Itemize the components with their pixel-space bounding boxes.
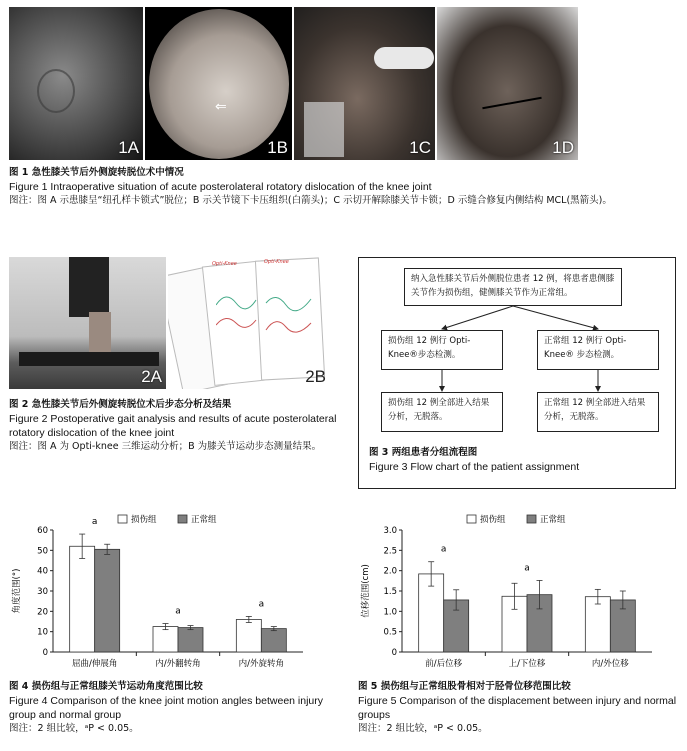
figure4-caption-en: Figure 4 Comparison of the knee joint motion angles between injury group and normal group <box>9 695 324 721</box>
figure5-caption <box>358 680 678 736</box>
figure1-caption-zh: 图 1 急性膝关节后外侧旋转脱位术中情况 <box>9 167 184 178</box>
bar-0-0 <box>70 546 95 652</box>
figure2-note: 图注：图 A 为 Opti-knee 三维运动分析；B 为膝关节运动步态测量结果。 <box>9 441 322 452</box>
black-arrow-icon <box>482 97 541 109</box>
figure2-panel-a-photo <box>9 257 166 389</box>
white-arrow-icon: ⇐ <box>215 99 227 115</box>
y-tick-label: 2.5 <box>383 546 397 557</box>
flow-box-right1: 正常组 12 例行 Opti-Knee® 步态检测。 <box>537 330 659 370</box>
y-tick-label: 20 <box>37 607 48 618</box>
figure3-caption-zh: 图 3 两组患者分组流程图 <box>369 447 478 458</box>
figure2-caption-en: Figure 2 Postoperative gait analysis and results of acute posterolateral rotatory dislocation of the knee joint <box>9 413 337 439</box>
x-tick-label: 内/外位移 <box>591 659 629 669</box>
figure3-caption-en: Figure 3 Flow chart of the patient assignment <box>369 461 580 473</box>
figure1-panel-d-label: 1D <box>552 138 574 157</box>
figure1-caption-en: Figure 1 Intraoperative situation of acute posterolateral rotatory dislocation of the knee joint <box>9 181 432 193</box>
significance-mark: a <box>524 563 530 574</box>
figure5-caption-zh: 图 5 损伤组与正常组股骨相对于胫骨位移范围比较 <box>358 681 571 692</box>
figure5-chart <box>358 508 678 676</box>
figure5-caption-en: Figure 5 Comparison of the displacement between injury and normal groups <box>358 695 677 721</box>
x-tick-label: 内/外翻转角 <box>155 659 201 669</box>
figure1-panel-a-label: 1A <box>118 138 139 157</box>
significance-mark: a <box>440 544 447 555</box>
flow-box-top: 纳入急性膝关节后外侧脱位患者 12 例，将患者患侧膝关节作为损伤组，健侧膝关节作为正常组。 <box>404 268 622 306</box>
figure1-panel-a-photo <box>9 7 143 160</box>
figure1-note: 图注：图 A 示患膝呈“纽孔样卡锁式”脱位；B 示关节镜下卡压组织(白箭头)；C 示切开解除膝关节卡锁；D 示缝合修复内侧结构 MCL(黑箭头)。 <box>9 195 612 206</box>
bar-1-0 <box>95 549 120 652</box>
bar-0-1 <box>153 627 178 652</box>
figure1-panel-d-photo <box>437 7 578 160</box>
figure5-note: 图注：2 组比较，ᵃP < 0.05。 <box>358 723 488 734</box>
y-tick-label: 10 <box>37 627 48 638</box>
y-tick-label: 30 <box>37 587 48 597</box>
x-tick-label: 屈曲/伸展角 <box>71 659 118 669</box>
figure4-chart <box>9 508 339 676</box>
figure2-panel-b-report <box>168 257 330 389</box>
report-curves <box>216 285 316 355</box>
flow-box-left1: 损伤组 12 例行 Opti-Knee®步态检测。 <box>381 330 503 370</box>
figure2-panel-a-label: 2A <box>141 367 162 386</box>
bar-0-2 <box>585 597 610 652</box>
bar-0-2 <box>236 619 261 652</box>
x-tick-label: 内/外旋转角 <box>238 659 285 669</box>
figure1-panel-c-label: 1C <box>409 138 431 157</box>
significance-mark: a <box>91 517 98 528</box>
y-axis-label: 位移范围(cm) <box>361 564 371 618</box>
figure1-panel-b-photo <box>145 7 292 160</box>
significance-mark: a <box>258 599 265 610</box>
figure1-panel-b-label: 1B <box>267 138 288 157</box>
flow-box-left2: 损伤组 12 例全部进入结果分析，无脱落。 <box>381 392 503 432</box>
report-title: Opti-Knee <box>212 261 237 267</box>
legend-swatch-0 <box>467 515 476 523</box>
figure3-frame <box>358 257 676 489</box>
y-tick-label: 3.0 <box>383 526 397 536</box>
bar-1-2 <box>261 629 286 652</box>
legend-label-0: 损伤组 <box>480 515 506 525</box>
y-tick-label: 1.5 <box>383 587 397 597</box>
y-tick-label: 60 <box>37 526 48 536</box>
x-tick-label: 上/下位移 <box>508 659 546 669</box>
legend-label-1: 正常组 <box>540 515 566 525</box>
y-axis-label: 角度范围(°) <box>12 568 22 614</box>
legend-label-1: 正常组 <box>191 515 217 525</box>
flow-box-right2: 正常组 12 例全部进入结果分析，无脱落。 <box>537 392 659 432</box>
legend-swatch-1 <box>527 515 536 523</box>
figure4-note: 图注：2 组比较，ᵃP < 0.05。 <box>9 723 139 734</box>
significance-mark: a <box>175 606 181 617</box>
legend-swatch-1 <box>178 515 187 523</box>
y-tick-label: 0.5 <box>383 627 397 638</box>
bar-1-1 <box>178 628 203 652</box>
y-tick-label: 1.0 <box>383 607 397 618</box>
figure4-caption <box>9 680 339 736</box>
figure2-panel-b-label: 2B <box>305 367 326 386</box>
legend-swatch-0 <box>118 515 127 523</box>
y-tick-label: 40 <box>37 566 48 577</box>
figure1-panel-c-photo <box>294 7 435 160</box>
figure2-caption-zh: 图 2 急性膝关节后外侧旋转脱位术后步态分析及结果 <box>9 399 232 410</box>
x-tick-label: 前/后位移 <box>425 659 463 669</box>
figure2-caption <box>9 398 339 454</box>
figure3-caption <box>369 446 669 474</box>
figure1-caption <box>9 166 679 208</box>
y-tick-label: 0 <box>42 648 48 658</box>
legend-label-0: 损伤组 <box>131 515 157 525</box>
report-title-2: Opti-Knee <box>264 259 289 265</box>
y-tick-label: 0 <box>391 648 397 658</box>
y-tick-label: 50 <box>37 546 48 557</box>
y-tick-label: 2.0 <box>383 566 397 577</box>
figure4-caption-zh: 图 4 损伤组与正常组膝关节运动角度范围比较 <box>9 681 203 692</box>
